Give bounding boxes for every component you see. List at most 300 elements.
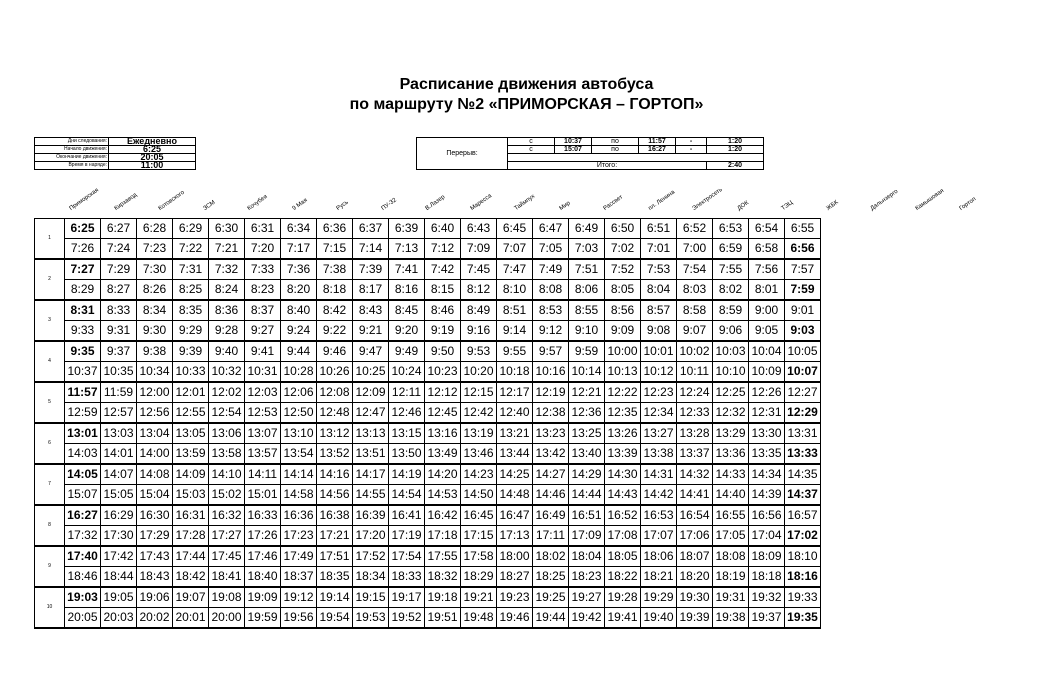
break-from: 10:37 bbox=[555, 138, 592, 146]
time-cell: 12:29 bbox=[785, 403, 821, 424]
time-cell: 14:37 bbox=[785, 485, 821, 506]
break-total: 2:40 bbox=[707, 162, 764, 170]
stop-name: Электросеть bbox=[691, 186, 724, 212]
time-cell: 12:42 bbox=[461, 403, 497, 424]
time-cell: 12:19 bbox=[533, 382, 569, 403]
time-cell: 12:02 bbox=[209, 382, 245, 403]
time-cell: 15:04 bbox=[137, 485, 173, 506]
time-cell: 8:37 bbox=[245, 300, 281, 321]
time-cell: 6:47 bbox=[533, 219, 569, 239]
time-cell: 10:37 bbox=[65, 362, 101, 383]
time-cell: 7:42 bbox=[425, 259, 461, 280]
time-cell: 18:23 bbox=[569, 567, 605, 588]
time-cell: 17:11 bbox=[533, 526, 569, 547]
time-cell: 14:46 bbox=[533, 485, 569, 506]
time-cell: 7:26 bbox=[65, 239, 101, 260]
time-cell: 12:03 bbox=[245, 382, 281, 403]
time-cell: 14:34 bbox=[749, 464, 785, 485]
time-cell: 14:31 bbox=[641, 464, 677, 485]
time-cell: 16:45 bbox=[461, 505, 497, 526]
time-cell: 12:38 bbox=[533, 403, 569, 424]
time-cell: 13:36 bbox=[713, 444, 749, 465]
time-cell: 7:24 bbox=[101, 239, 137, 260]
time-cell: 13:23 bbox=[533, 423, 569, 444]
time-cell: 13:26 bbox=[605, 423, 641, 444]
time-cell: 9:21 bbox=[353, 321, 389, 342]
break-po: по bbox=[592, 138, 639, 146]
time-cell: 17:23 bbox=[281, 526, 317, 547]
time-cell: 14:58 bbox=[281, 485, 317, 506]
time-cell: 12:35 bbox=[605, 403, 641, 424]
time-cell: 13:10 bbox=[281, 423, 317, 444]
time-cell: 17:07 bbox=[641, 526, 677, 547]
trip-row-return bbox=[35, 567, 821, 588]
time-cell: 8:53 bbox=[533, 300, 569, 321]
time-cell: 7:20 bbox=[245, 239, 281, 260]
info-label: Время в наряде: bbox=[35, 162, 109, 170]
time-cell: 19:30 bbox=[677, 587, 713, 608]
time-cell: 12:22 bbox=[605, 382, 641, 403]
time-cell: 17:46 bbox=[245, 546, 281, 567]
time-cell: 13:39 bbox=[605, 444, 641, 465]
time-cell: 10:18 bbox=[497, 362, 533, 383]
time-cell: 20:00 bbox=[209, 608, 245, 629]
time-cell: 14:54 bbox=[389, 485, 425, 506]
stop-name: Рассвет bbox=[602, 194, 625, 212]
time-cell: 17:19 bbox=[389, 526, 425, 547]
trip-row-return bbox=[35, 444, 821, 465]
time-cell: 14:40 bbox=[713, 485, 749, 506]
time-cell: 9:50 bbox=[425, 341, 461, 362]
break-to: 11:57 bbox=[639, 138, 676, 146]
time-cell: 13:51 bbox=[353, 444, 389, 465]
time-cell: 19:06 bbox=[137, 587, 173, 608]
time-cell: 7:54 bbox=[677, 259, 713, 280]
time-cell: 12:12 bbox=[425, 382, 461, 403]
time-cell: 19:52 bbox=[389, 608, 425, 629]
time-cell: 10:25 bbox=[353, 362, 389, 383]
time-cell: 7:36 bbox=[281, 259, 317, 280]
time-cell: 18:10 bbox=[785, 546, 821, 567]
time-cell: 7:51 bbox=[569, 259, 605, 280]
time-cell: 7:39 bbox=[353, 259, 389, 280]
time-cell: 17:13 bbox=[497, 526, 533, 547]
time-cell: 14:23 bbox=[461, 464, 497, 485]
break-duration: 1:20 bbox=[707, 138, 764, 146]
time-cell: 8:10 bbox=[497, 280, 533, 301]
time-cell: 9:00 bbox=[749, 300, 785, 321]
time-cell: 12:00 bbox=[137, 382, 173, 403]
time-cell: 19:25 bbox=[533, 587, 569, 608]
time-cell: 19:23 bbox=[497, 587, 533, 608]
time-cell: 8:05 bbox=[605, 280, 641, 301]
trip-number: 7 bbox=[35, 464, 65, 505]
time-cell: 8:33 bbox=[101, 300, 137, 321]
stop-name: пл. Ленина bbox=[647, 189, 676, 212]
stop-name: Котовского bbox=[157, 189, 186, 212]
time-cell: 9:22 bbox=[317, 321, 353, 342]
time-cell: 9:41 bbox=[245, 341, 281, 362]
time-cell: 14:17 bbox=[353, 464, 389, 485]
time-cell: 9:14 bbox=[497, 321, 533, 342]
time-cell: 9:59 bbox=[569, 341, 605, 362]
time-cell: 8:01 bbox=[749, 280, 785, 301]
time-cell: 18:41 bbox=[209, 567, 245, 588]
stop-name: Мир bbox=[558, 200, 572, 212]
time-cell: 17:49 bbox=[281, 546, 317, 567]
time-cell: 17:27 bbox=[209, 526, 245, 547]
time-cell: 18:29 bbox=[461, 567, 497, 588]
time-cell: 16:54 bbox=[677, 505, 713, 526]
timetable bbox=[34, 218, 821, 629]
time-cell: 8:23 bbox=[245, 280, 281, 301]
time-cell: 16:39 bbox=[353, 505, 389, 526]
time-cell: 14:33 bbox=[713, 464, 749, 485]
time-cell: 8:56 bbox=[605, 300, 641, 321]
time-cell: 8:16 bbox=[389, 280, 425, 301]
time-cell: 14:09 bbox=[173, 464, 209, 485]
time-cell: 19:14 bbox=[317, 587, 353, 608]
time-cell: 7:29 bbox=[101, 259, 137, 280]
time-cell: 8:25 bbox=[173, 280, 209, 301]
time-cell: 10:09 bbox=[749, 362, 785, 383]
time-cell: 14:27 bbox=[533, 464, 569, 485]
time-cell: 18:35 bbox=[317, 567, 353, 588]
trip-number: 1 bbox=[35, 219, 65, 260]
stop-name: ЖБК bbox=[825, 199, 840, 212]
time-cell: 18:16 bbox=[785, 567, 821, 588]
route-info-table bbox=[34, 137, 196, 170]
stop-name: ЗСМ bbox=[202, 199, 217, 212]
time-cell: 10:33 bbox=[173, 362, 209, 383]
stop-name: Кирзавод bbox=[113, 192, 138, 212]
time-cell: 8:08 bbox=[533, 280, 569, 301]
time-cell: 19:37 bbox=[749, 608, 785, 629]
time-cell: 9:03 bbox=[785, 321, 821, 342]
time-cell: 18:40 bbox=[245, 567, 281, 588]
time-cell: 16:49 bbox=[533, 505, 569, 526]
time-cell: 13:49 bbox=[425, 444, 461, 465]
time-cell: 19:03 bbox=[65, 587, 101, 608]
time-cell: 12:08 bbox=[317, 382, 353, 403]
time-cell: 9:28 bbox=[209, 321, 245, 342]
time-cell: 10:05 bbox=[785, 341, 821, 362]
time-cell: 12:47 bbox=[353, 403, 389, 424]
trip-row-forward bbox=[35, 300, 821, 321]
time-cell: 8:35 bbox=[173, 300, 209, 321]
time-cell: 17:52 bbox=[353, 546, 389, 567]
time-cell: 18:44 bbox=[101, 567, 137, 588]
time-cell: 14:20 bbox=[425, 464, 461, 485]
time-cell: 13:50 bbox=[389, 444, 425, 465]
stop-name: Таймпух bbox=[513, 193, 537, 212]
time-cell: 9:38 bbox=[137, 341, 173, 362]
time-cell: 17:26 bbox=[245, 526, 281, 547]
time-cell: 6:54 bbox=[749, 219, 785, 239]
time-cell: 12:15 bbox=[461, 382, 497, 403]
time-cell: 17:02 bbox=[785, 526, 821, 547]
time-cell: 13:15 bbox=[389, 423, 425, 444]
stop-name: ДОК bbox=[736, 200, 750, 212]
time-cell: 9:10 bbox=[569, 321, 605, 342]
time-cell: 8:45 bbox=[389, 300, 425, 321]
time-cell: 16:33 bbox=[245, 505, 281, 526]
trip-row-return bbox=[35, 239, 821, 260]
time-cell: 6:31 bbox=[245, 219, 281, 239]
time-cell: 7:47 bbox=[497, 259, 533, 280]
time-cell: 13:42 bbox=[533, 444, 569, 465]
time-cell: 18:42 bbox=[173, 567, 209, 588]
time-cell: 13:25 bbox=[569, 423, 605, 444]
time-cell: 17:09 bbox=[569, 526, 605, 547]
time-cell: 13:33 bbox=[785, 444, 821, 465]
time-cell: 18:08 bbox=[713, 546, 749, 567]
info-label: Дни следования: bbox=[35, 138, 109, 146]
time-cell: 9:37 bbox=[101, 341, 137, 362]
time-cell: 13:58 bbox=[209, 444, 245, 465]
time-cell: 7:31 bbox=[173, 259, 209, 280]
time-cell: 7:33 bbox=[245, 259, 281, 280]
trip-row-return bbox=[35, 403, 821, 424]
time-cell: 8:24 bbox=[209, 280, 245, 301]
time-cell: 7:01 bbox=[641, 239, 677, 260]
time-cell: 19:44 bbox=[533, 608, 569, 629]
trip-row-return bbox=[35, 608, 821, 629]
time-cell: 19:27 bbox=[569, 587, 605, 608]
time-cell: 13:29 bbox=[713, 423, 749, 444]
time-cell: 10:10 bbox=[713, 362, 749, 383]
trip-number: 2 bbox=[35, 259, 65, 300]
time-cell: 8:17 bbox=[353, 280, 389, 301]
time-cell: 17:42 bbox=[101, 546, 137, 567]
time-cell: 7:02 bbox=[605, 239, 641, 260]
time-cell: 20:05 bbox=[65, 608, 101, 629]
time-cell: 9:47 bbox=[353, 341, 389, 362]
time-cell: 18:43 bbox=[137, 567, 173, 588]
time-cell: 13:35 bbox=[749, 444, 785, 465]
time-cell: 7:23 bbox=[137, 239, 173, 260]
time-cell: 9:16 bbox=[461, 321, 497, 342]
time-cell: 16:47 bbox=[497, 505, 533, 526]
info-label: Начало движения: bbox=[35, 146, 109, 154]
time-cell: 18:21 bbox=[641, 567, 677, 588]
time-cell: 6:50 bbox=[605, 219, 641, 239]
time-cell: 12:23 bbox=[641, 382, 677, 403]
time-cell: 7:22 bbox=[173, 239, 209, 260]
time-cell: 17:30 bbox=[101, 526, 137, 547]
time-cell: 16:31 bbox=[173, 505, 209, 526]
time-cell: 7:03 bbox=[569, 239, 605, 260]
time-cell: 16:29 bbox=[101, 505, 137, 526]
trip-row-return bbox=[35, 362, 821, 383]
time-cell: 12:27 bbox=[785, 382, 821, 403]
time-cell: 6:43 bbox=[461, 219, 497, 239]
time-cell: 16:36 bbox=[281, 505, 317, 526]
time-cell: 10:24 bbox=[389, 362, 425, 383]
time-cell: 15:01 bbox=[245, 485, 281, 506]
stop-name: Русь bbox=[335, 199, 350, 212]
time-cell: 7:09 bbox=[461, 239, 497, 260]
time-cell: 7:07 bbox=[497, 239, 533, 260]
time-cell: 18:22 bbox=[605, 567, 641, 588]
time-cell: 7:59 bbox=[785, 280, 821, 301]
time-cell: 19:38 bbox=[713, 608, 749, 629]
break-dash: - bbox=[676, 138, 707, 146]
time-cell: 19:21 bbox=[461, 587, 497, 608]
time-cell: 16:38 bbox=[317, 505, 353, 526]
time-cell: 18:00 bbox=[497, 546, 533, 567]
time-cell: 8:57 bbox=[641, 300, 677, 321]
time-cell: 9:08 bbox=[641, 321, 677, 342]
time-cell: 14:41 bbox=[677, 485, 713, 506]
trip-number: 4 bbox=[35, 341, 65, 382]
time-cell: 12:31 bbox=[749, 403, 785, 424]
time-cell: 14:56 bbox=[317, 485, 353, 506]
time-cell: 9:30 bbox=[137, 321, 173, 342]
time-cell: 16:32 bbox=[209, 505, 245, 526]
time-cell: 17:58 bbox=[461, 546, 497, 567]
time-cell: 19:32 bbox=[749, 587, 785, 608]
time-cell: 14:25 bbox=[497, 464, 533, 485]
time-cell: 10:23 bbox=[425, 362, 461, 383]
time-cell: 17:54 bbox=[389, 546, 425, 567]
time-cell: 7:45 bbox=[461, 259, 497, 280]
time-cell: 13:27 bbox=[641, 423, 677, 444]
time-cell: 9:46 bbox=[317, 341, 353, 362]
time-cell: 8:43 bbox=[353, 300, 389, 321]
time-cell: 12:01 bbox=[173, 382, 209, 403]
time-cell: 14:07 bbox=[101, 464, 137, 485]
time-cell: 8:34 bbox=[137, 300, 173, 321]
time-cell: 14:39 bbox=[749, 485, 785, 506]
time-cell: 6:45 bbox=[497, 219, 533, 239]
stop-name: ПУ-32 bbox=[380, 197, 398, 212]
time-cell: 6:34 bbox=[281, 219, 317, 239]
stop-name: Кочубея bbox=[246, 193, 269, 212]
time-cell: 12:24 bbox=[677, 382, 713, 403]
time-cell: 14:55 bbox=[353, 485, 389, 506]
time-cell: 8:51 bbox=[497, 300, 533, 321]
time-cell: 6:55 bbox=[785, 219, 821, 239]
time-cell: 19:46 bbox=[497, 608, 533, 629]
time-cell: 18:19 bbox=[713, 567, 749, 588]
time-cell: 8:42 bbox=[317, 300, 353, 321]
break-s: с bbox=[508, 146, 555, 154]
time-cell: 18:04 bbox=[569, 546, 605, 567]
time-cell: 10:20 bbox=[461, 362, 497, 383]
time-cell: 18:34 bbox=[353, 567, 389, 588]
time-cell: 12:53 bbox=[245, 403, 281, 424]
time-cell: 14:11 bbox=[245, 464, 281, 485]
time-cell: 6:51 bbox=[641, 219, 677, 239]
time-cell: 19:15 bbox=[353, 587, 389, 608]
time-cell: 7:52 bbox=[605, 259, 641, 280]
time-cell: 16:55 bbox=[713, 505, 749, 526]
time-cell: 19:05 bbox=[101, 587, 137, 608]
time-cell: 7:05 bbox=[533, 239, 569, 260]
time-cell: 12:33 bbox=[677, 403, 713, 424]
time-cell: 13:03 bbox=[101, 423, 137, 444]
time-cell: 10:31 bbox=[245, 362, 281, 383]
trip-row-forward bbox=[35, 259, 821, 280]
stop-name: ТЭЦ bbox=[780, 199, 795, 212]
time-cell: 13:12 bbox=[317, 423, 353, 444]
time-cell: 8:03 bbox=[677, 280, 713, 301]
time-cell: 13:52 bbox=[317, 444, 353, 465]
info-row-duty bbox=[35, 162, 196, 170]
time-cell: 6:36 bbox=[317, 219, 353, 239]
time-cell: 8:55 bbox=[569, 300, 605, 321]
time-cell: 8:06 bbox=[569, 280, 605, 301]
time-cell: 6:59 bbox=[713, 239, 749, 260]
break-s: с bbox=[508, 138, 555, 146]
trip-row-forward bbox=[35, 505, 821, 526]
time-cell: 18:33 bbox=[389, 567, 425, 588]
time-cell: 19:33 bbox=[785, 587, 821, 608]
time-cell: 14:53 bbox=[425, 485, 461, 506]
time-cell: 19:08 bbox=[209, 587, 245, 608]
time-cell: 13:38 bbox=[641, 444, 677, 465]
time-cell: 17:29 bbox=[137, 526, 173, 547]
time-cell: 17:32 bbox=[65, 526, 101, 547]
time-cell: 9:05 bbox=[749, 321, 785, 342]
time-cell: 13:06 bbox=[209, 423, 245, 444]
stop-name: Приморская bbox=[68, 187, 100, 212]
time-cell: 18:37 bbox=[281, 567, 317, 588]
time-cell: 9:27 bbox=[245, 321, 281, 342]
time-cell: 20:01 bbox=[173, 608, 209, 629]
time-cell: 10:07 bbox=[785, 362, 821, 383]
time-cell: 9:19 bbox=[425, 321, 461, 342]
stop-name: Камышовая bbox=[914, 188, 945, 212]
time-cell: 6:28 bbox=[137, 219, 173, 239]
time-cell: 13:31 bbox=[785, 423, 821, 444]
trip-number: 8 bbox=[35, 505, 65, 546]
time-cell: 18:06 bbox=[641, 546, 677, 567]
time-cell: 7:00 bbox=[677, 239, 713, 260]
time-cell: 10:35 bbox=[101, 362, 137, 383]
time-cell: 14:03 bbox=[65, 444, 101, 465]
time-cell: 9:44 bbox=[281, 341, 317, 362]
time-cell: 18:32 bbox=[425, 567, 461, 588]
time-cell: 12:45 bbox=[425, 403, 461, 424]
time-cell: 19:48 bbox=[461, 608, 497, 629]
time-cell: 7:49 bbox=[533, 259, 569, 280]
time-cell: 14:29 bbox=[569, 464, 605, 485]
time-cell: 19:28 bbox=[605, 587, 641, 608]
time-cell: 7:55 bbox=[713, 259, 749, 280]
time-cell: 18:05 bbox=[605, 546, 641, 567]
time-cell: 13:37 bbox=[677, 444, 713, 465]
time-cell: 13:59 bbox=[173, 444, 209, 465]
time-cell: 16:42 bbox=[425, 505, 461, 526]
time-cell: 13:40 bbox=[569, 444, 605, 465]
trip-row-forward bbox=[35, 219, 821, 239]
time-cell: 7:21 bbox=[209, 239, 245, 260]
time-cell: 19:31 bbox=[713, 587, 749, 608]
trip-row-forward bbox=[35, 587, 821, 608]
time-cell: 12:26 bbox=[749, 382, 785, 403]
time-cell: 10:34 bbox=[137, 362, 173, 383]
time-cell: 19:54 bbox=[317, 608, 353, 629]
time-cell: 6:49 bbox=[569, 219, 605, 239]
time-cell: 14:10 bbox=[209, 464, 245, 485]
time-cell: 12:11 bbox=[389, 382, 425, 403]
time-cell: 6:27 bbox=[101, 219, 137, 239]
time-cell: 9:06 bbox=[713, 321, 749, 342]
time-cell: 17:40 bbox=[65, 546, 101, 567]
time-cell: 14:16 bbox=[317, 464, 353, 485]
